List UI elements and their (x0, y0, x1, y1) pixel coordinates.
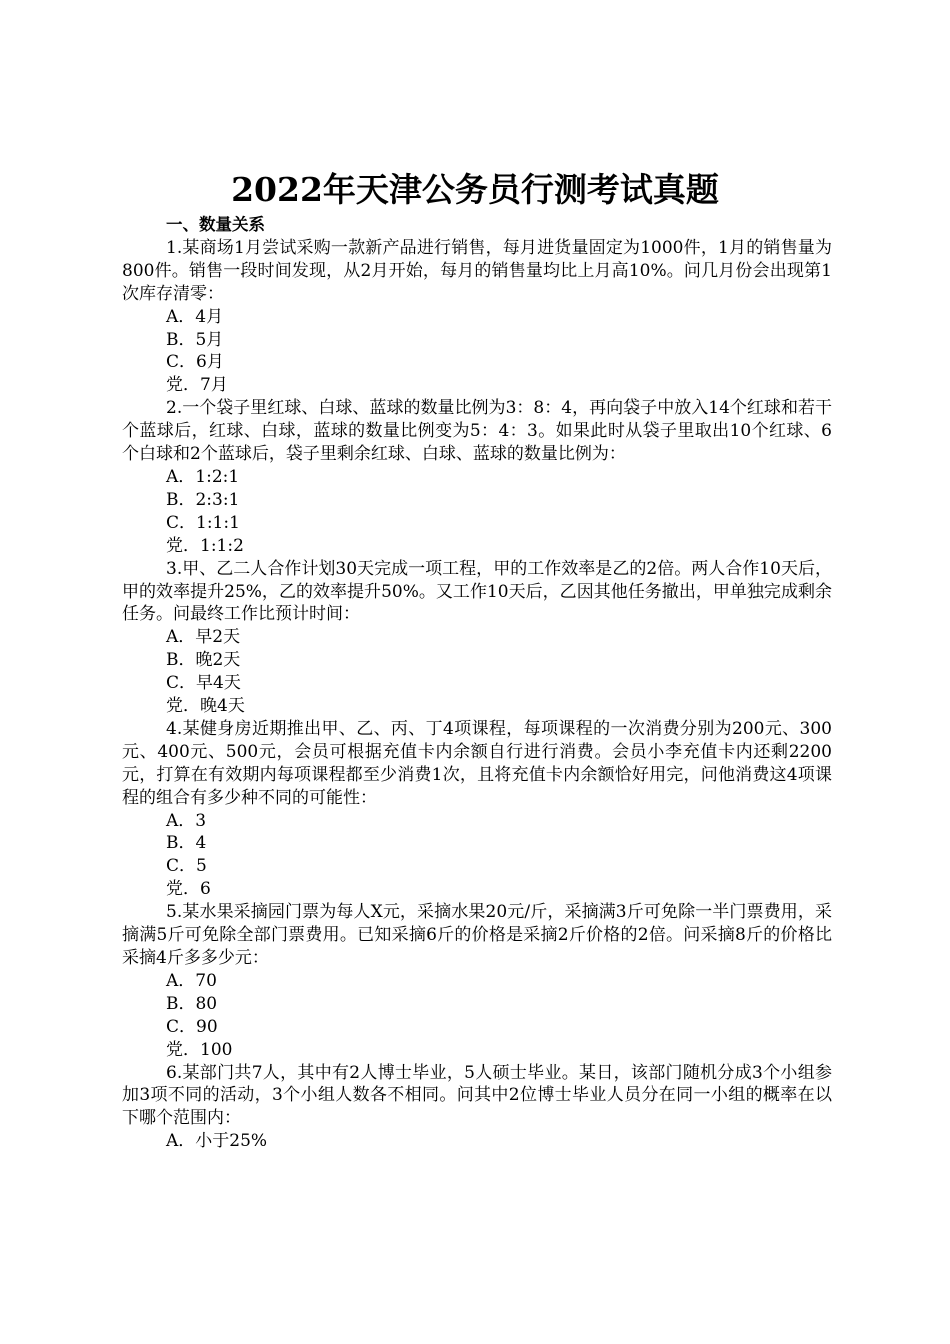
option-a: A．3 (166, 810, 207, 831)
section-heading: 一、数量关系 (166, 215, 265, 234)
question-text: 2.一个袋子里红球、白球、蓝球的数量比例为3：8：4，再向袋子中放入14个红球和若干个蓝球后，红球、白球，蓝球的数量比例变为5：4：3。如果此时从袋子里取出10个红球、6个白球和2个蓝球后，袋子里剩余红球、白球、蓝球的数量比例为： (122, 398, 832, 465)
option-c: C．1:1:1 (166, 512, 240, 533)
question-text: 5.某水果采摘园门票为每人X元，采摘水果20元/斤，采摘满3斤可免除一半门票费用，采摘满5斤可免除全部门票费用。已知采摘6斤的价格是采摘2斤价格的2倍。问采摘8斤的价格比采摘4斤多多少元： (122, 902, 832, 968)
question-2 (122, 397, 832, 557)
question-4 (122, 718, 832, 901)
option-c: C．5 (166, 856, 207, 877)
option-a: A．早2天 (166, 627, 241, 648)
option-a: A．70 (166, 970, 217, 991)
option-b: B．4 (166, 833, 207, 854)
question-text: 3.甲、乙二人合作计划30天完成一项工程，甲的工作效率是乙的2倍。两人合作10天后，甲的效率提升25%，乙的效率提升50%。又工作10天后，乙因其他任务撤出，甲单独完成剩余任务。问最终工作比预计时间： (122, 558, 832, 625)
question-text: 6.某部门共7人，其中有2人博士毕业，5人硕士毕业。某日，该部门随机分成3个小组参加3项不同的活动，3个小组人数各不相同。问其中2位博士毕业人员分在同一小组的概率在以下哪个范围内： (122, 1062, 832, 1129)
question-3 (122, 558, 832, 718)
option-a: A．1:2:1 (166, 466, 240, 487)
option-d: 党．1:1:2 (166, 535, 244, 556)
option-c: C．早4天 (166, 673, 241, 694)
option-c: C．90 (166, 1016, 218, 1037)
option-b: B．晚2天 (166, 650, 241, 671)
option-c: C．6月 (166, 352, 224, 373)
option-a: A．小于25% (166, 1131, 268, 1152)
question-text: 4.某健身房近期推出甲、乙、丙、丁4项课程，每项课程的一次消费分别为200元、300元、400元、500元，会员可根据充值卡内余额自行进行消费。会员小李充值卡内还剩2200元，打算在有效期内每项课程都至少消费1次，且将充值卡内余额恰好用完，问他消费这4项课程的组合有多少种不同的可能性： (122, 718, 832, 808)
option-b: B．80 (166, 993, 218, 1014)
question-6 (122, 1062, 832, 1154)
document-title: 2022年天津公务员行测考试真题 (231, 170, 719, 209)
option-d: 党．晚4天 (166, 696, 245, 717)
option-d: 党．6 (166, 879, 211, 900)
question-1 (122, 237, 832, 397)
document-body (122, 214, 832, 1153)
question-5 (122, 901, 832, 1061)
question-text: 1.某商场1月尝试采购一款新产品进行销售，每月进货量固定为1000件，1月的销售量为800件。销售一段时间发现，从2月开始，每月的销售量均比上月高10%。问几月份会出现第1次库存清零： (122, 237, 832, 304)
option-a: A．4月 (166, 306, 224, 327)
option-b: B．5月 (166, 329, 224, 350)
option-d: 党．100 (166, 1039, 233, 1060)
option-d: 党．7月 (166, 375, 228, 396)
option-b: B．2:3:1 (166, 489, 240, 510)
